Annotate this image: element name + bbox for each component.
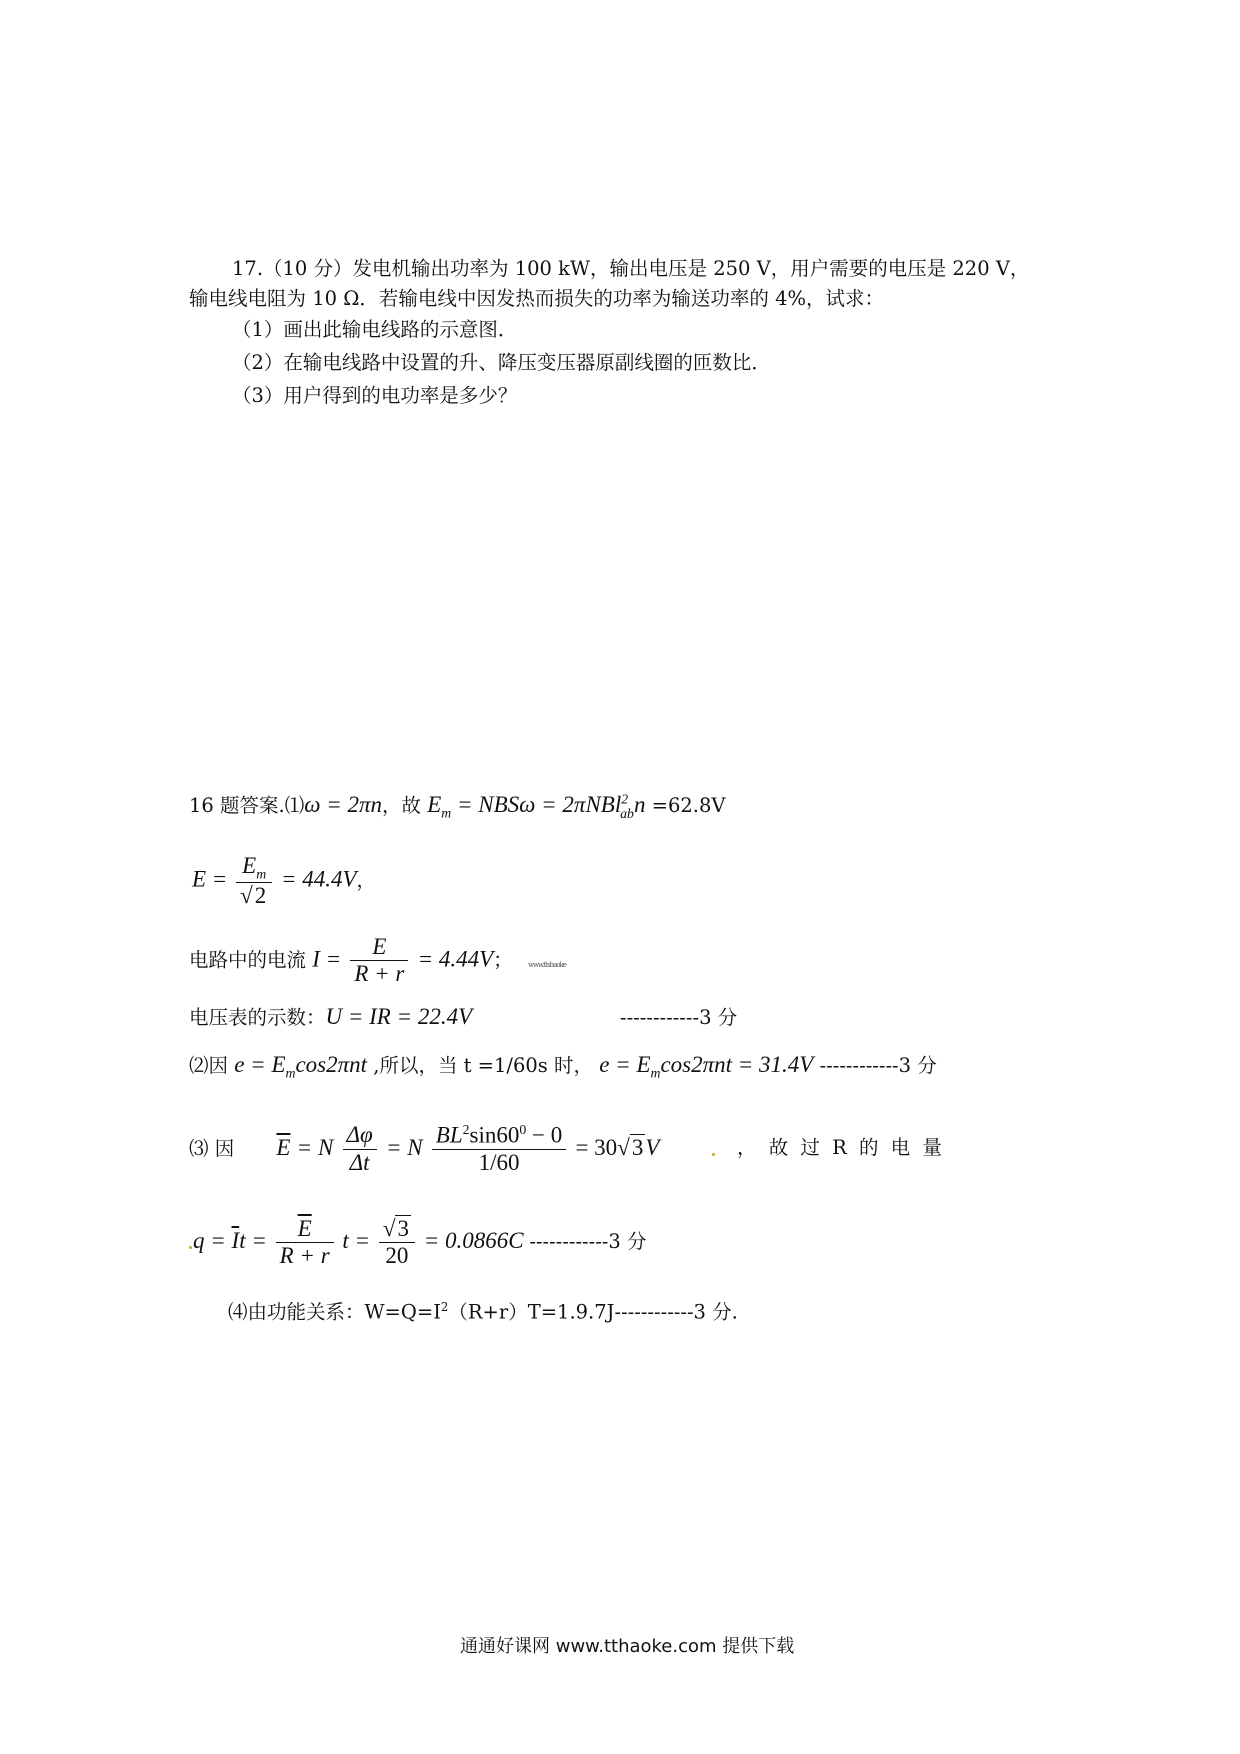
- current-num: E: [350, 934, 408, 961]
- charge-line: [193, 1216, 647, 1270]
- p3-eq2: = N: [385, 1134, 423, 1160]
- q-fraction1: [276, 1216, 334, 1270]
- p3-lead: ⑶ 因: [189, 1136, 235, 1160]
- q-ibar: $\overline{I}$: [231, 1228, 240, 1254]
- p3-rad: 3: [631, 1134, 644, 1160]
- a16-part1: [189, 791, 726, 822]
- p3-ebar: $\overline{E}$: [276, 1134, 291, 1160]
- current-lhs: I =: [312, 946, 342, 972]
- current-line: [189, 934, 513, 988]
- e-frac-num: [236, 853, 272, 883]
- mark-dot-2: [189, 1246, 192, 1249]
- em-eq: [427, 791, 646, 821]
- e-result: = 44.4V: [280, 866, 357, 892]
- p2-lead: ⑵因: [189, 1054, 229, 1077]
- em-var: E: [427, 792, 442, 817]
- p3-frac1-den: Δt: [349, 1149, 370, 1175]
- p4-sup: 2: [440, 1300, 449, 1314]
- em-rest: = NBSω = 2πNBl: [451, 792, 622, 817]
- e-num: E: [242, 853, 257, 878]
- p2-eq2-sub: m: [650, 1065, 661, 1081]
- q-frac2-rad: 3: [397, 1216, 409, 1241]
- q-fraction2: [379, 1216, 415, 1270]
- e-num-sub: m: [256, 866, 267, 882]
- p2-eq2: [599, 1052, 814, 1081]
- e-den: 2: [254, 883, 267, 909]
- e-frac-den: [236, 883, 272, 909]
- n-var: n: [633, 792, 646, 817]
- p3-frac2-den: 1/60: [478, 1150, 520, 1176]
- p3-num-a: BL: [435, 1122, 463, 1148]
- part2-line: [189, 1051, 937, 1082]
- current-note: www.ttshaoke: [528, 961, 566, 969]
- q17-sub2: （2）在输电线路中设置的升、降压变压器原副线圈的匝数比．: [232, 351, 771, 374]
- p2-eq1-a: e = E: [234, 1052, 286, 1077]
- q17-line2: 输电线电阻为 10 Ω．若输电线中因发热而损失的功率为输送功率的 4%，试求：: [189, 287, 885, 310]
- current-fraction: [350, 934, 408, 988]
- p3-fraction1: [343, 1122, 377, 1176]
- p2-eq1: [234, 1052, 368, 1081]
- q-t: t =: [239, 1228, 267, 1254]
- sqrt-sign: √2: [240, 883, 267, 909]
- q-frac2-num: √3: [379, 1216, 415, 1243]
- p4-b: （R+r）T=1.9.7J------------3 分.: [448, 1300, 738, 1324]
- omega-eq: ω = 2πn: [304, 792, 383, 817]
- e-rms-eq: [192, 853, 376, 910]
- em-sub: m: [441, 805, 452, 821]
- voltmeter-score: ------------3 分: [620, 1006, 738, 1029]
- part3-line: [189, 1122, 659, 1177]
- q-score: ------------3 分: [529, 1230, 647, 1254]
- a16-lead: 16 题答案.⑴: [189, 794, 305, 817]
- mark-dot-1: [712, 1153, 715, 1156]
- p3-frac2-num: [432, 1122, 566, 1150]
- p3-frac1-num: Δφ: [343, 1122, 377, 1149]
- p2-eq2-a: e = E: [599, 1052, 651, 1077]
- current-semicolon: ；: [493, 948, 513, 972]
- p3-num-c: − 0: [526, 1122, 563, 1148]
- q-frac1-den: R + r: [279, 1243, 330, 1269]
- p3-tail: ， 故 过 R 的 电 量: [737, 1136, 942, 1159]
- current-den: R + r: [354, 961, 405, 987]
- voltmeter-eq: U = IR = 22.4V: [325, 1004, 473, 1029]
- current-result: = 4.44V: [417, 946, 494, 972]
- l-sub: ab: [620, 805, 634, 821]
- p3-result: [575, 1135, 659, 1160]
- part4-line: [228, 1300, 738, 1324]
- em-value: =62.8V: [645, 794, 726, 817]
- p2-eq1-sub: m: [285, 1065, 296, 1081]
- p4-a: ⑷由功能关系：W=Q=I: [228, 1300, 441, 1324]
- p3-num-sup: 2: [462, 1122, 470, 1137]
- p2-score: ------------3 分: [819, 1054, 937, 1077]
- p2-mid: ,所以，当 t =1/60s 时，: [367, 1054, 594, 1077]
- q-result: = 0.0866C: [423, 1228, 524, 1254]
- comma-gu: ，故: [382, 794, 422, 817]
- q17-sub1: （1）画出此输电线路的示意图．: [232, 318, 518, 341]
- p3-num-b: sin60: [469, 1122, 520, 1148]
- e-lhs: E =: [192, 866, 228, 892]
- q-t2: t =: [342, 1228, 371, 1254]
- voltmeter-line: [189, 1003, 472, 1031]
- q-frac2-den: 20: [385, 1243, 409, 1269]
- voltmeter-label: 电压表的示数：: [189, 1006, 326, 1029]
- p3-num-sup2: 0: [519, 1122, 527, 1137]
- q-frac1-num: $\overline{E}$: [276, 1216, 334, 1243]
- p3-sqrt: √3: [617, 1134, 644, 1160]
- current-label: 电路中的电流: [189, 948, 307, 972]
- l-sup: 2: [621, 791, 629, 807]
- page-footer: 通通好课网 www.tthaoke.com 提供下载: [460, 1636, 795, 1657]
- e-fraction: [236, 853, 272, 910]
- q17-sub3: （3）用户得到的电功率是多少？: [232, 384, 518, 407]
- p2-eq2-rest: cos2πnt = 31.4V: [660, 1052, 814, 1077]
- p3-eq: = N: [296, 1134, 334, 1160]
- e-comma: ，: [356, 869, 376, 892]
- p3-result-a: = 30: [575, 1134, 618, 1160]
- p2-eq1-rest: cos2πnt: [295, 1052, 368, 1077]
- p3-result-b: V: [645, 1134, 660, 1160]
- q-lhs: q =: [193, 1228, 232, 1254]
- p3-fraction2: [432, 1122, 566, 1177]
- q17-line1: 17.（10 分）发电机输出功率为 100 kW，输出电压是 250 V，用户需要的电压是 220 V，: [232, 257, 1030, 280]
